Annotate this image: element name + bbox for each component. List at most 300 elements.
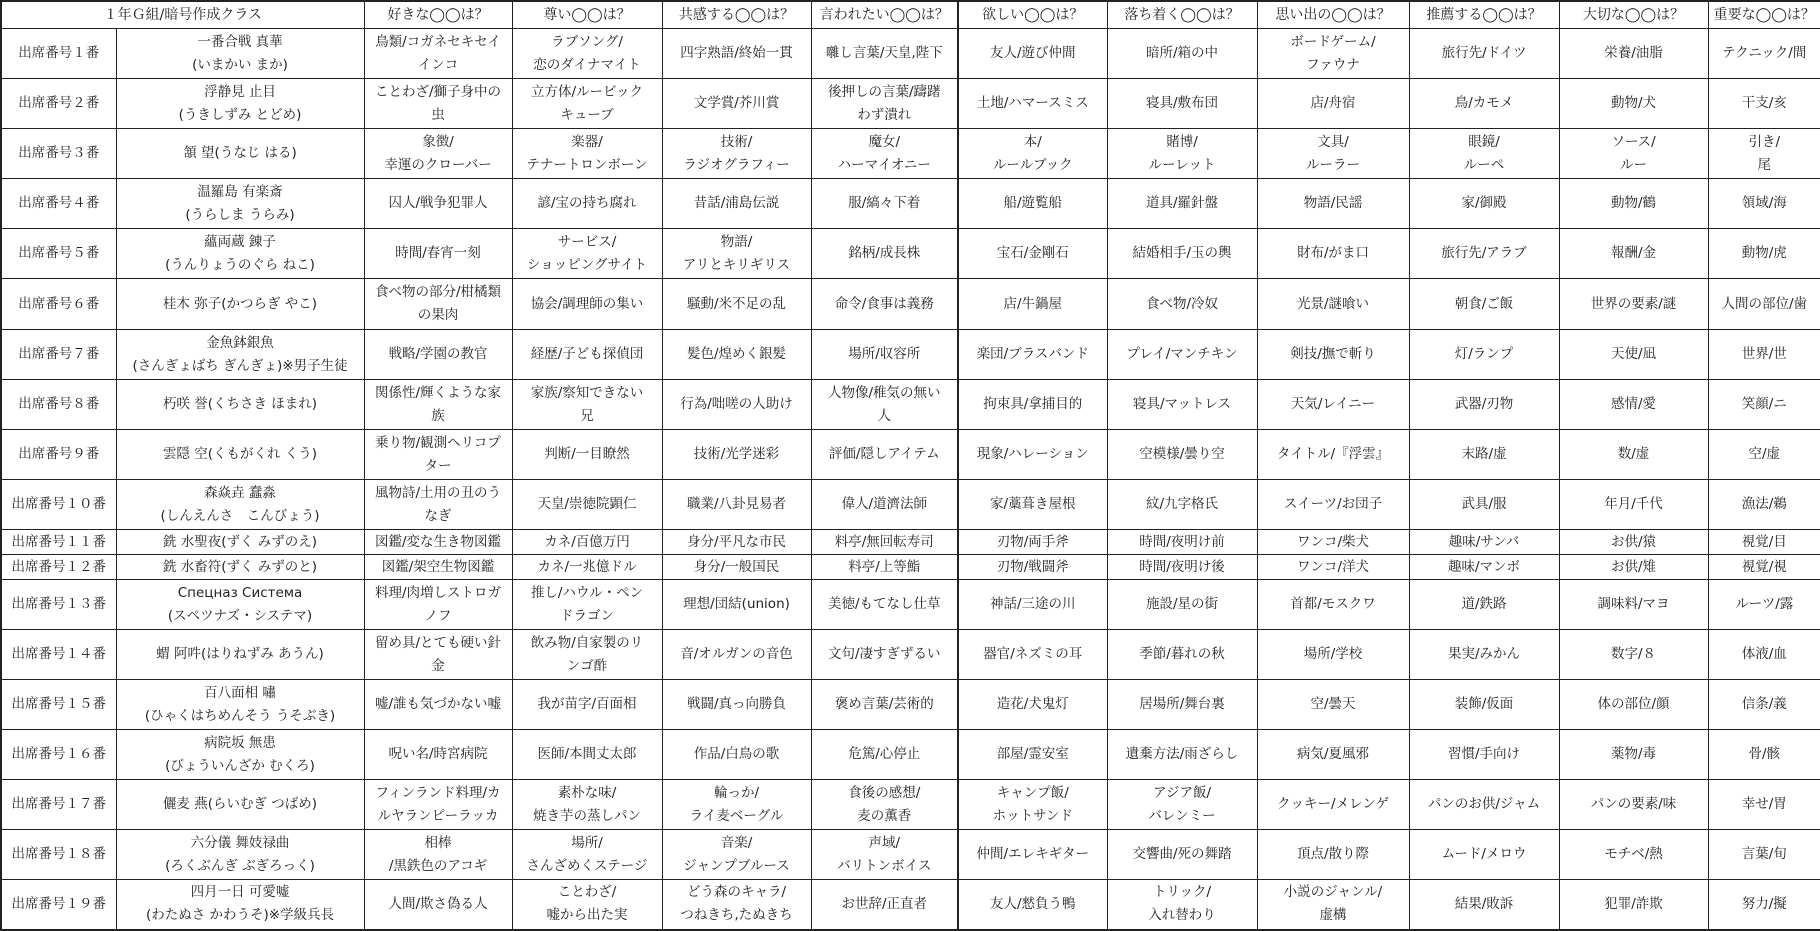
answer-cell bbox=[1708, 555, 1820, 580]
table-row bbox=[1, 29, 1820, 79]
answer-line: 食後の感想/ bbox=[848, 784, 921, 801]
answer-cell bbox=[1257, 229, 1409, 279]
answer-cell bbox=[811, 430, 958, 480]
answer-line: 素朴な味/ bbox=[557, 784, 617, 801]
seat-number: 出席番号１９番 bbox=[1, 880, 116, 930]
answer-cell bbox=[1409, 680, 1559, 730]
answer-line: ショッピングサイト bbox=[527, 256, 648, 273]
answer-cell bbox=[811, 229, 958, 279]
answer-cell bbox=[958, 780, 1107, 830]
answer-cell bbox=[1708, 730, 1820, 780]
student-name-line: 儷麦 燕(らいむぎ つばめ) bbox=[162, 796, 318, 812]
answer-cell bbox=[1708, 380, 1820, 430]
answer-line: ルーレット bbox=[1148, 156, 1216, 173]
answer-line: 呪い名/時宮病院 bbox=[388, 746, 488, 762]
student-name-line: 四月一日 可愛嘘 bbox=[190, 884, 290, 901]
answer-cell bbox=[958, 79, 1107, 129]
student-name bbox=[116, 129, 364, 179]
answer-line: 暗所/箱の中 bbox=[1145, 45, 1219, 61]
answer-cell bbox=[1409, 430, 1559, 480]
table-row bbox=[1, 780, 1820, 830]
answer-line: 寝具/敷布団 bbox=[1145, 95, 1219, 111]
answer-line: 楽団/ブラスバンド bbox=[976, 346, 1089, 362]
answer-line: ことわざ/ bbox=[557, 884, 617, 901]
answer-cell bbox=[1559, 179, 1708, 229]
answer-line: 剣技/撫で斬り bbox=[1290, 346, 1376, 362]
answer-cell bbox=[512, 330, 662, 380]
answer-line: 家族/察知できない bbox=[530, 384, 644, 401]
answer-line: 食べ物/冷奴 bbox=[1145, 295, 1219, 312]
student-name-line: 温羅島 有楽斎 bbox=[197, 183, 283, 200]
answer-cell bbox=[512, 79, 662, 129]
answer-line: 居場所/舞台裏 bbox=[1139, 696, 1225, 712]
answer-line: ジャンプブルース bbox=[683, 857, 790, 874]
column-header: 欲しい◯◯は？ bbox=[958, 1, 1107, 29]
table-row bbox=[1, 480, 1820, 530]
answer-line: 末路/虚 bbox=[1461, 446, 1507, 462]
answer-line: 音/オルガンの音色 bbox=[680, 646, 793, 662]
answer-line: 囚人/戦争犯罪人 bbox=[388, 195, 488, 211]
answer-cell bbox=[1107, 555, 1257, 580]
answer-cell bbox=[811, 380, 958, 430]
answer-line: 本/ bbox=[1023, 133, 1042, 150]
answer-line: 信条/義 bbox=[1741, 696, 1787, 712]
answer-line: ソース/ bbox=[1611, 133, 1656, 150]
answer-line: 感情/愛 bbox=[1610, 396, 1657, 412]
answer-line: ワンコ/柴犬 bbox=[1296, 533, 1370, 550]
column-header: 大切な◯◯は？ bbox=[1559, 1, 1708, 29]
answer-line: ワンコ/洋犬 bbox=[1296, 558, 1370, 575]
answer-line: ハーマイオニー bbox=[837, 156, 931, 173]
answer-line: 関係性/輝くような家 bbox=[374, 384, 502, 401]
answer-line: フィンランド料理/カ bbox=[375, 784, 501, 801]
answer-line: テクニック/間 bbox=[1722, 45, 1807, 61]
answer-line: 視覚/目 bbox=[1741, 533, 1787, 550]
answer-line: 料理/肉増しストロガ bbox=[374, 584, 502, 601]
answer-line: 領域/海 bbox=[1741, 195, 1787, 211]
answer-line: お世辞/正直者 bbox=[841, 895, 928, 912]
answer-line: ルヤランピーラッカ bbox=[377, 807, 499, 824]
answer-cell bbox=[1708, 279, 1820, 330]
answer-line: 家/御殿 bbox=[1461, 195, 1507, 211]
table-row bbox=[1, 630, 1820, 680]
answer-cell bbox=[1257, 380, 1409, 430]
table-row bbox=[1, 279, 1820, 330]
answer-cell bbox=[1559, 229, 1708, 279]
answer-cell bbox=[1107, 380, 1257, 430]
answer-line: ライ麦ベーグル bbox=[689, 807, 784, 824]
student-name bbox=[116, 279, 364, 330]
answer-line: なぎ bbox=[424, 507, 452, 524]
student-name-line: (スペツナズ・システマ) bbox=[167, 607, 313, 624]
seat-number: 出席番号６番 bbox=[1, 279, 116, 330]
answer-cell bbox=[662, 29, 811, 79]
column-header: 共感する◯◯は？ bbox=[662, 1, 811, 29]
student-name bbox=[116, 380, 364, 430]
answer-line: 服/縞々下着 bbox=[848, 195, 921, 211]
student-name bbox=[116, 179, 364, 229]
answer-cell bbox=[662, 430, 811, 480]
answer-line: 神話/三途の川 bbox=[989, 596, 1076, 612]
seat-number: 出席番号２番 bbox=[1, 79, 116, 129]
answer-line: 入れ替わり bbox=[1148, 907, 1216, 924]
answer-cell bbox=[811, 29, 958, 79]
answer-line: 幸せ/胃 bbox=[1741, 796, 1787, 812]
answer-line: ラジオグラフィー bbox=[683, 156, 790, 173]
answer-line: 習慣/手向け bbox=[1447, 746, 1521, 762]
answer-cell bbox=[958, 279, 1107, 330]
table-row bbox=[1, 830, 1820, 880]
table-row bbox=[1, 580, 1820, 630]
student-name bbox=[116, 580, 364, 630]
answer-cell bbox=[512, 380, 662, 430]
answer-cell bbox=[364, 830, 512, 880]
student-name-line: (うらしま うらみ) bbox=[185, 206, 295, 223]
answer-cell bbox=[1107, 680, 1257, 730]
answer-line: 交響曲/死の舞踏 bbox=[1132, 846, 1232, 862]
answer-line: ボードゲーム/ bbox=[1290, 33, 1376, 50]
answer-line: ルーツ/露 bbox=[1735, 596, 1794, 612]
header-row bbox=[1, 1, 1820, 29]
answer-cell bbox=[1559, 880, 1708, 930]
column-header: 言われたい◯◯は？ bbox=[811, 1, 958, 29]
answer-line: 戦闘/真っ向勝負 bbox=[686, 696, 787, 712]
answer-cell bbox=[662, 880, 811, 930]
answer-cell bbox=[1409, 480, 1559, 530]
answer-line: 幸運のクローバー bbox=[384, 156, 492, 173]
column-header: 重要な◯◯は？ bbox=[1708, 1, 1820, 29]
answer-cell bbox=[1559, 730, 1708, 780]
answer-line: 族 bbox=[431, 407, 445, 424]
answer-cell bbox=[662, 730, 811, 780]
answer-cell bbox=[958, 730, 1107, 780]
answer-line: 昔話/浦島伝説 bbox=[693, 195, 780, 211]
answer-cell bbox=[958, 330, 1107, 380]
answer-cell bbox=[1257, 780, 1409, 830]
answer-cell bbox=[662, 680, 811, 730]
answer-cell bbox=[1559, 279, 1708, 330]
answer-cell bbox=[1708, 580, 1820, 630]
answer-cell bbox=[1708, 530, 1820, 555]
student-name bbox=[116, 530, 364, 555]
answer-line: 骨/骸 bbox=[1748, 746, 1781, 762]
answer-line: 仲間/エレキギター bbox=[976, 846, 1089, 862]
answer-line: カネ/百億万円 bbox=[544, 533, 630, 550]
answer-cell bbox=[958, 555, 1107, 580]
answer-line: 引き/ bbox=[1748, 133, 1781, 150]
answer-line: さんざめくステージ bbox=[526, 857, 648, 874]
answer-line: インコ bbox=[417, 56, 459, 73]
answer-line: ルーラー bbox=[1306, 156, 1361, 173]
answer-line: 作品/白鳥の歌 bbox=[693, 746, 780, 762]
answer-cell bbox=[364, 179, 512, 229]
answer-line: お供/猿 bbox=[1610, 533, 1657, 550]
answer-cell bbox=[958, 179, 1107, 229]
answer-line: 旅行先/ドイツ bbox=[1441, 45, 1527, 61]
answer-line: 偉人/道濟法師 bbox=[841, 496, 928, 512]
seat-number: 出席番号４番 bbox=[1, 179, 116, 229]
answer-line: 場所/収容所 bbox=[848, 346, 921, 362]
answer-cell bbox=[1257, 680, 1409, 730]
answer-line: 薬物/毒 bbox=[1610, 746, 1657, 762]
answer-cell bbox=[662, 780, 811, 830]
answer-line: アジア飯/ bbox=[1153, 784, 1212, 801]
answer-cell bbox=[1559, 580, 1708, 630]
student-name-line: Спецназ Система bbox=[177, 584, 303, 601]
answer-cell bbox=[811, 129, 958, 179]
seat-number: 出席番号７番 bbox=[1, 330, 116, 380]
answer-cell bbox=[1257, 430, 1409, 480]
answer-line: お供/雉 bbox=[1610, 558, 1657, 575]
answer-cell bbox=[1559, 830, 1708, 880]
student-name bbox=[116, 830, 364, 880]
answer-cell bbox=[1257, 279, 1409, 330]
answer-line: 鳥/カモメ bbox=[1454, 95, 1514, 111]
answer-line: 言葉/旬 bbox=[1741, 846, 1787, 862]
answer-cell bbox=[958, 229, 1107, 279]
answer-cell bbox=[1107, 330, 1257, 380]
answer-cell bbox=[1257, 630, 1409, 680]
answer-cell bbox=[1708, 880, 1820, 930]
answer-cell bbox=[364, 880, 512, 930]
answer-cell bbox=[1708, 480, 1820, 530]
answer-line: 場所/ bbox=[571, 834, 603, 851]
answer-line: 紋/九字格氏 bbox=[1145, 496, 1219, 512]
answer-cell bbox=[1107, 730, 1257, 780]
answer-line: ンゴ酢 bbox=[566, 657, 608, 674]
student-name-line: 頷 望(うなじ はる) bbox=[183, 145, 297, 161]
answer-cell bbox=[811, 880, 958, 930]
answer-cell bbox=[512, 580, 662, 630]
answer-cell bbox=[364, 229, 512, 279]
answer-line: 天使/凪 bbox=[1610, 346, 1657, 362]
answer-cell bbox=[1409, 330, 1559, 380]
student-name bbox=[116, 880, 364, 930]
answer-cell bbox=[1409, 830, 1559, 880]
answer-cell bbox=[958, 680, 1107, 730]
seat-number: 出席番号５番 bbox=[1, 229, 116, 279]
answer-cell bbox=[1257, 580, 1409, 630]
answer-line: 報酬/金 bbox=[1610, 245, 1657, 261]
answer-line: 医師/本間丈太郎 bbox=[537, 746, 637, 762]
answer-line: ルールブック bbox=[992, 156, 1073, 173]
student-name-line: 桂木 弥子(かつらぎ やこ) bbox=[162, 295, 318, 312]
seat-number: 出席番号１０番 bbox=[1, 480, 116, 530]
answer-line: モチベ/熱 bbox=[1604, 846, 1663, 862]
answer-line: 店/舟宿 bbox=[1310, 95, 1356, 111]
answer-cell bbox=[1708, 330, 1820, 380]
answer-cell bbox=[1107, 79, 1257, 129]
answer-line: 相棒 bbox=[424, 834, 452, 851]
answer-cell bbox=[958, 430, 1107, 480]
answer-cell bbox=[662, 129, 811, 179]
answer-cell bbox=[662, 830, 811, 880]
answer-cell bbox=[512, 880, 662, 930]
answer-line: ラブソング/ bbox=[551, 33, 623, 50]
answer-cell bbox=[662, 530, 811, 555]
answer-line: 尾 bbox=[1757, 156, 1772, 173]
answer-cell bbox=[662, 580, 811, 630]
answer-line: 笑顔/ニ bbox=[1741, 396, 1787, 412]
answer-line: 寝具/マットレス bbox=[1132, 396, 1232, 412]
answer-line: 部屋/霊安室 bbox=[996, 746, 1069, 762]
answer-cell bbox=[1107, 880, 1257, 930]
answer-cell bbox=[1708, 780, 1820, 830]
student-name-line: (びょういんざか むくろ) bbox=[165, 757, 315, 774]
answer-line: プレイ/マンチキン bbox=[1126, 346, 1238, 362]
answer-line: 恋のダイナマイト bbox=[533, 56, 641, 73]
answer-line: 嘘から出た実 bbox=[546, 907, 628, 924]
answer-line: 兄 bbox=[580, 407, 594, 424]
answer-line: 道/鉄路 bbox=[1461, 596, 1507, 612]
table-row bbox=[1, 680, 1820, 730]
answer-line: 動物/鶴 bbox=[1610, 195, 1657, 211]
answer-cell bbox=[1257, 129, 1409, 179]
answer-line: つねきち,たぬきち bbox=[680, 907, 793, 924]
answer-cell bbox=[958, 530, 1107, 555]
answer-cell bbox=[512, 730, 662, 780]
answer-line: 風物詩/土用の丑のう bbox=[374, 484, 502, 501]
answer-line: 数字/８ bbox=[1610, 646, 1657, 662]
answer-line: 光景/謎喰い bbox=[1296, 295, 1370, 312]
answer-line: 場所/学校 bbox=[1303, 646, 1363, 662]
answer-cell bbox=[1708, 129, 1820, 179]
answer-line: 身分/一般国民 bbox=[693, 558, 780, 575]
answer-cell bbox=[364, 630, 512, 680]
answer-line: 土地/ハマースミス bbox=[976, 95, 1089, 111]
answer-line: 遺棄方法/雨ざらし bbox=[1125, 746, 1239, 762]
answer-line: 栄養/油脂 bbox=[1604, 45, 1663, 61]
answer-line: 結果/敗訴 bbox=[1454, 895, 1514, 912]
answer-line: 財布/がま口 bbox=[1296, 245, 1370, 261]
answer-cell bbox=[1559, 430, 1708, 480]
seat-number: 出席番号１８番 bbox=[1, 830, 116, 880]
answer-cell bbox=[512, 480, 662, 530]
student-name bbox=[116, 330, 364, 380]
answer-cell bbox=[364, 530, 512, 555]
answer-line: パンの要素/味 bbox=[1590, 796, 1677, 812]
answer-line: 身分/平凡な市民 bbox=[686, 533, 787, 550]
answer-line: ドラゴン bbox=[560, 607, 615, 624]
answer-line: 虚構 bbox=[1319, 907, 1347, 924]
answer-line: 店/牛鍋屋 bbox=[1003, 295, 1063, 312]
table-row bbox=[1, 229, 1820, 279]
answer-line: 首都/モスクワ bbox=[1290, 596, 1376, 612]
answer-line: 干支/亥 bbox=[1741, 95, 1787, 111]
answer-cell bbox=[1708, 630, 1820, 680]
table-row bbox=[1, 880, 1820, 930]
answer-line: 食べ物の部分/柑橘類 bbox=[374, 284, 502, 300]
answer-cell bbox=[662, 480, 811, 530]
answer-cell bbox=[1257, 530, 1409, 555]
student-name-line: 金魚鉢銀魚 bbox=[206, 334, 274, 351]
answer-cell bbox=[364, 730, 512, 780]
student-name-line: 銑 水聖夜(ずく みずのえ) bbox=[162, 533, 318, 550]
seat-number: 出席番号１７番 bbox=[1, 780, 116, 830]
answer-cell bbox=[811, 279, 958, 330]
student-name bbox=[116, 480, 364, 530]
answer-line: 視覚/視 bbox=[1741, 558, 1787, 575]
seat-number: 出席番号１３番 bbox=[1, 580, 116, 630]
answer-cell bbox=[1257, 555, 1409, 580]
student-name-line: (いまかい まか) bbox=[192, 56, 288, 73]
answer-cell bbox=[1257, 730, 1409, 780]
answer-line: 鳥類/コガネセキセイ bbox=[375, 33, 501, 50]
table-body bbox=[1, 29, 1820, 930]
answer-cell bbox=[1409, 580, 1559, 630]
answer-cell bbox=[1107, 630, 1257, 680]
answer-line: 拘束具/拿捕目的 bbox=[983, 396, 1083, 412]
answer-line: 麦の薫香 bbox=[857, 807, 912, 824]
answer-cell bbox=[512, 29, 662, 79]
answer-cell bbox=[811, 555, 958, 580]
student-name bbox=[116, 555, 364, 580]
answer-line: 道具/羅針盤 bbox=[1145, 195, 1219, 211]
student-name-line: 蝟 阿吽(はりねずみ あうん) bbox=[156, 646, 324, 662]
answer-line: 武具/服 bbox=[1461, 496, 1507, 512]
answer-line: 職業/八卦見易者 bbox=[686, 496, 787, 512]
answer-line: 空/虚 bbox=[1748, 446, 1781, 462]
table-row bbox=[1, 555, 1820, 580]
student-name bbox=[116, 780, 364, 830]
table-row bbox=[1, 730, 1820, 780]
answer-cell bbox=[811, 179, 958, 229]
answer-cell bbox=[1409, 530, 1559, 555]
column-header: 尊い◯◯は？ bbox=[512, 1, 662, 29]
answer-line: 天気/レイニー bbox=[1290, 396, 1376, 412]
answer-cell bbox=[364, 79, 512, 129]
answer-cell bbox=[662, 179, 811, 229]
answer-line: わず潰れ bbox=[857, 106, 912, 123]
answer-cell bbox=[662, 380, 811, 430]
answer-cell bbox=[512, 780, 662, 830]
student-name-line: 六分儀 舞妓禄曲 bbox=[190, 834, 290, 851]
table-row bbox=[1, 179, 1820, 229]
student-name-line: 蘊両蔵 錬子 bbox=[204, 233, 276, 250]
student-name bbox=[116, 680, 364, 730]
answer-cell bbox=[811, 630, 958, 680]
student-name-line: (うんりょうのぐら ねこ) bbox=[165, 256, 315, 273]
seat-number: 出席番号１５番 bbox=[1, 680, 116, 730]
answer-line: /黒鉄色のアコギ bbox=[388, 857, 488, 874]
answer-line: 装飾/仮面 bbox=[1454, 696, 1514, 712]
answer-line: 美徳/もてなし仕草 bbox=[827, 596, 941, 612]
answer-cell bbox=[512, 129, 662, 179]
answer-line: 努力/擬 bbox=[1741, 895, 1787, 912]
answer-line: テナートロンボーン bbox=[526, 156, 648, 173]
answer-line: 図鑑/変な生き物図鑑 bbox=[374, 533, 502, 550]
answer-cell bbox=[1107, 780, 1257, 830]
answer-line: 空/曇天 bbox=[1310, 696, 1356, 712]
answer-line: 空模様/曇り空 bbox=[1139, 446, 1225, 462]
seat-number: 出席番号９番 bbox=[1, 430, 116, 480]
answer-line: 世界/世 bbox=[1741, 346, 1787, 362]
answer-line: 戦略/学園の教官 bbox=[388, 346, 488, 362]
answer-cell bbox=[1708, 79, 1820, 129]
answer-line: 施設/星の街 bbox=[1145, 596, 1219, 612]
answer-line: クッキー/メレンゲ bbox=[1277, 796, 1389, 812]
student-name-line: (ろくぶんぎ ぶぎろっく) bbox=[165, 857, 315, 874]
answer-line: 人 bbox=[877, 407, 892, 424]
answer-cell bbox=[1409, 380, 1559, 430]
answer-cell bbox=[512, 555, 662, 580]
answer-cell bbox=[811, 780, 958, 830]
answer-line: スイーツ/お団子 bbox=[1283, 496, 1383, 512]
answer-line: 果実/みかん bbox=[1447, 646, 1521, 662]
answer-cell bbox=[1107, 229, 1257, 279]
answer-line: 推し/ハウル・ペン bbox=[530, 584, 644, 601]
answer-line: 造花/犬鬼灯 bbox=[996, 696, 1069, 712]
